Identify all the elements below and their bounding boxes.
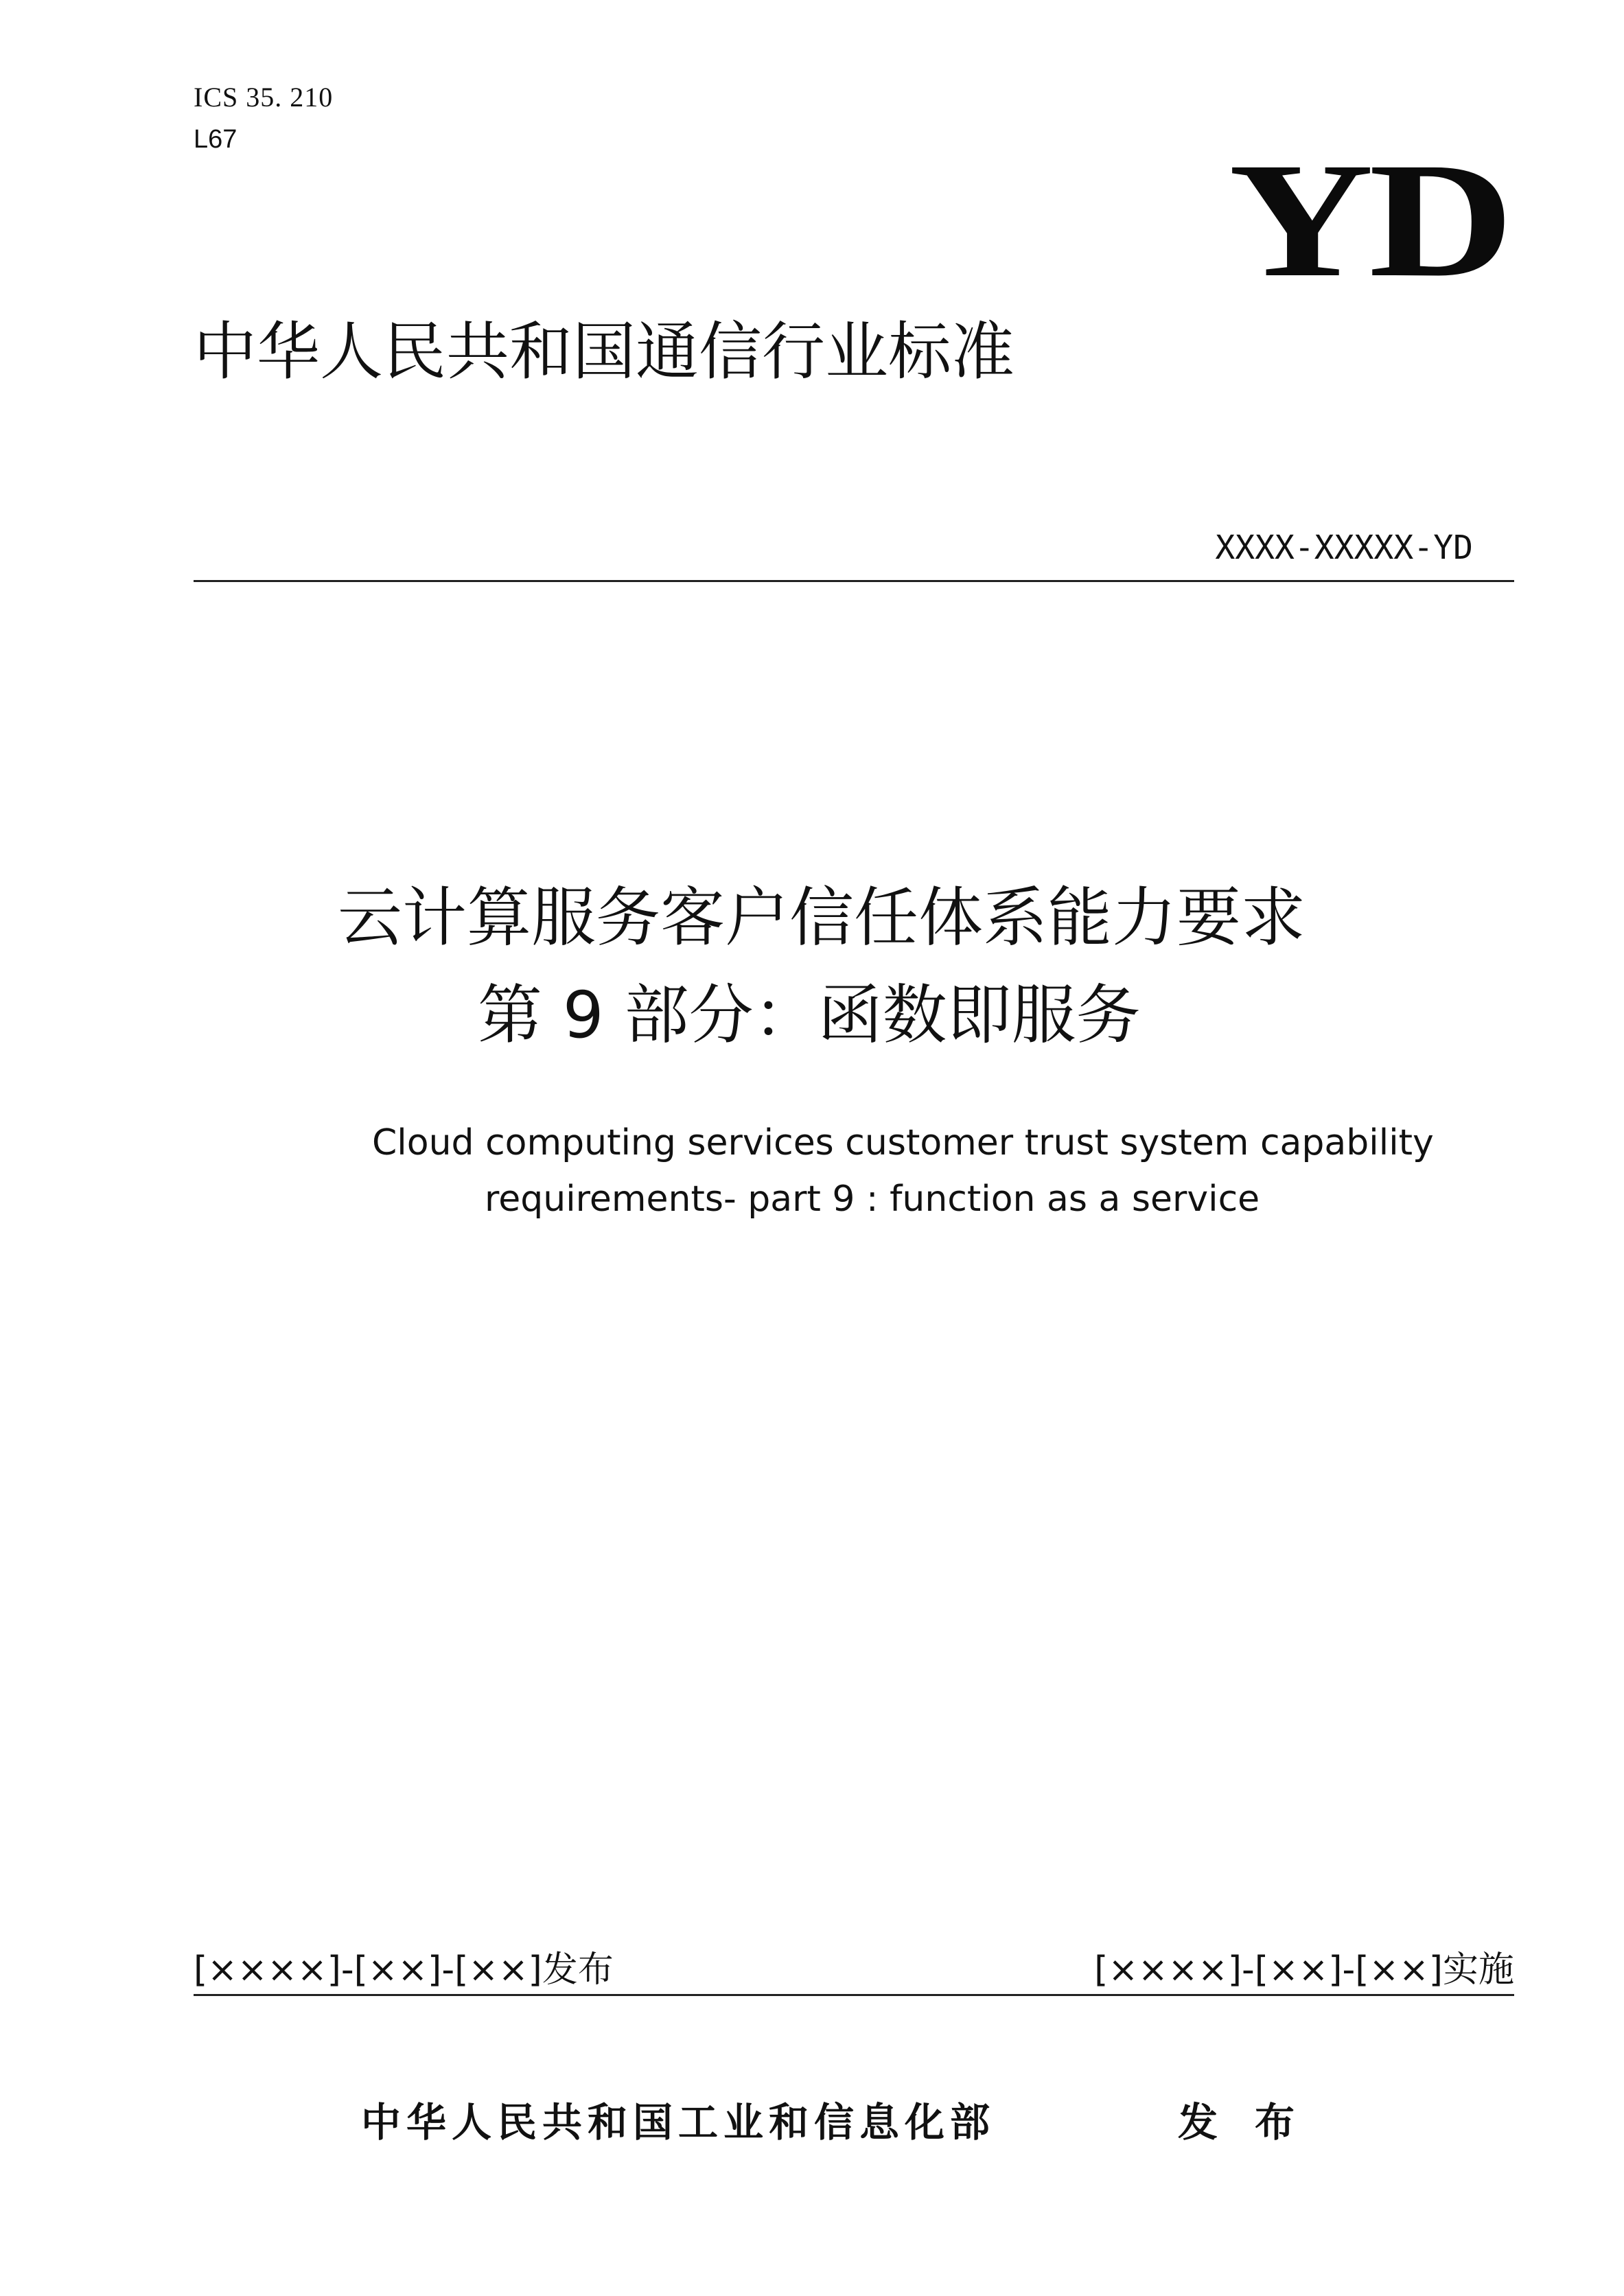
ics-code: ICS 35. 210 — [194, 82, 334, 113]
release-date: [××××]-[××]-[××]发布 — [194, 1949, 614, 1991]
dates-divider — [194, 1994, 1514, 1996]
document-title-en-line2: requirements- part 9 : function as a service — [485, 1179, 1260, 1220]
document-title-en-line1: Cloud computing services customer trust system capability — [372, 1122, 1434, 1163]
publisher-name: 中华人民共和国工业和信息化部 — [361, 2099, 996, 2146]
yd-logo: YD — [1229, 128, 1509, 311]
document-title-zh-line1: 云计算服务客户信任体系能力要求 — [338, 881, 1306, 955]
publish-label: 发布 — [1178, 2099, 1332, 2146]
document-title-zh-line2: 第 9 部分：函数即服务 — [478, 978, 1141, 1053]
header-divider — [194, 580, 1514, 582]
ccs-code: L67 — [194, 125, 237, 154]
implementation-date: [××××]-[××]-[××]实施 — [1094, 1949, 1514, 1991]
standard-number: XXXX-XXXXX-YD — [1215, 529, 1473, 567]
standard-category-title: 中华人民共和国通信行业标准 — [194, 315, 1015, 389]
